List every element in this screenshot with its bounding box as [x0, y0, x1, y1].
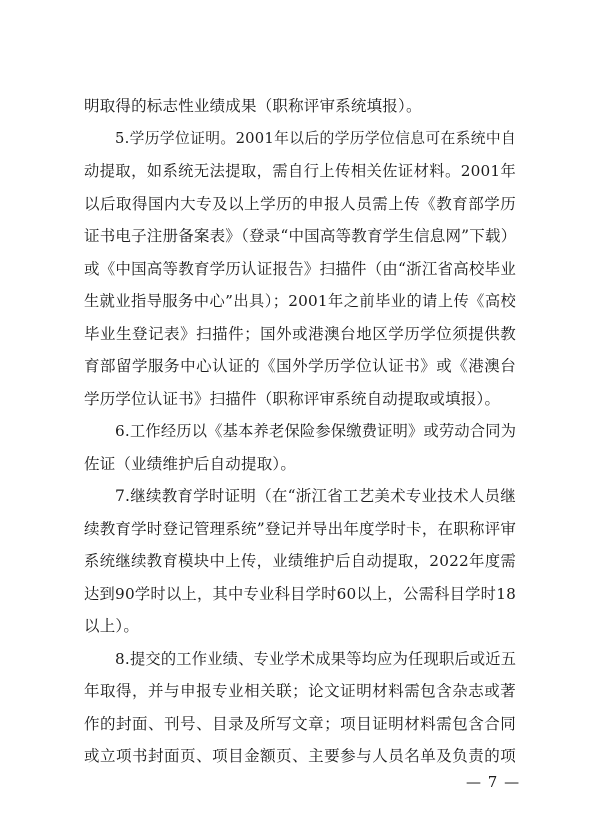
text-line-15: 系统继续教育模块中上传，业绩维护后自动提取，2022年度需	[84, 552, 516, 570]
text-line-7: 生就业指导服务中心”出具）；2001年之前毕业的请上传《高校	[84, 292, 516, 310]
text-line-11: 6.工作经历以《基本养老保险参保缴费证明》或劳动合同为	[115, 422, 517, 440]
text-line-17: 以上）。	[84, 617, 140, 635]
text-line-4: 以后取得国内大专及以上学历的申报人员需上传《教育部学历	[84, 194, 516, 213]
text-line-5: 证书电子注册备案表》（登录“中国高等教育学生信息网”下载）	[84, 227, 517, 245]
text-line-8: 毕业生登记表》扫描件；国外或港澳台地区学历学位须提供教	[84, 324, 516, 343]
text-line-14: 续教育学时登记管理系统”登记并导出年度学时卡，在职称评审	[84, 519, 517, 538]
text-line-18: 8.提交的工作业绩、专业学术成果等均应为任现职后或近五	[115, 649, 517, 668]
text-line-1: 明取得的标志性业绩成果（职称评审系统填报）。	[84, 97, 422, 115]
text-line-9: 育部留学服务中心认证的《国外学历学位认证书》或《港澳台	[84, 357, 516, 375]
text-line-13: 7.继续教育学时证明（在“浙江省工艺美术专业技术人员继	[115, 487, 516, 505]
text-line-12: 佐证（业绩维护后自动提取）。	[84, 454, 297, 473]
body-text	[84, 90, 516, 773]
text-line-6: 或《中国高等教育学历认证报告》扫描件（由“浙江省高校毕业	[84, 259, 517, 278]
text-line-19: 年取得，并与申报专业相关联；论文证明材料需包含杂志或著	[84, 682, 516, 700]
text-line-20: 作的封面、刊号、目录及所写文章；项目证明材料需包含合同	[84, 714, 516, 733]
page-number: — 7 —	[466, 773, 521, 791]
text-line-10: 学历学位认证书》扫描件（职称评审系统自动提取或填报）。	[84, 389, 501, 408]
text-line-21: 或立项书封面页、项目金额页、主要参与人员名单及负责的项	[84, 747, 516, 765]
text-line-2: 5.学历学位证明。2001年以后的学历学位信息可在系统中自	[115, 129, 516, 147]
text-line-16: 达到90学时以上，其中专业科目学时60以上，公需科目学时18	[84, 584, 516, 603]
text-line-3: 动提取，如系统无法提取，需自行上传相关佐证材料。2001年	[84, 162, 516, 180]
